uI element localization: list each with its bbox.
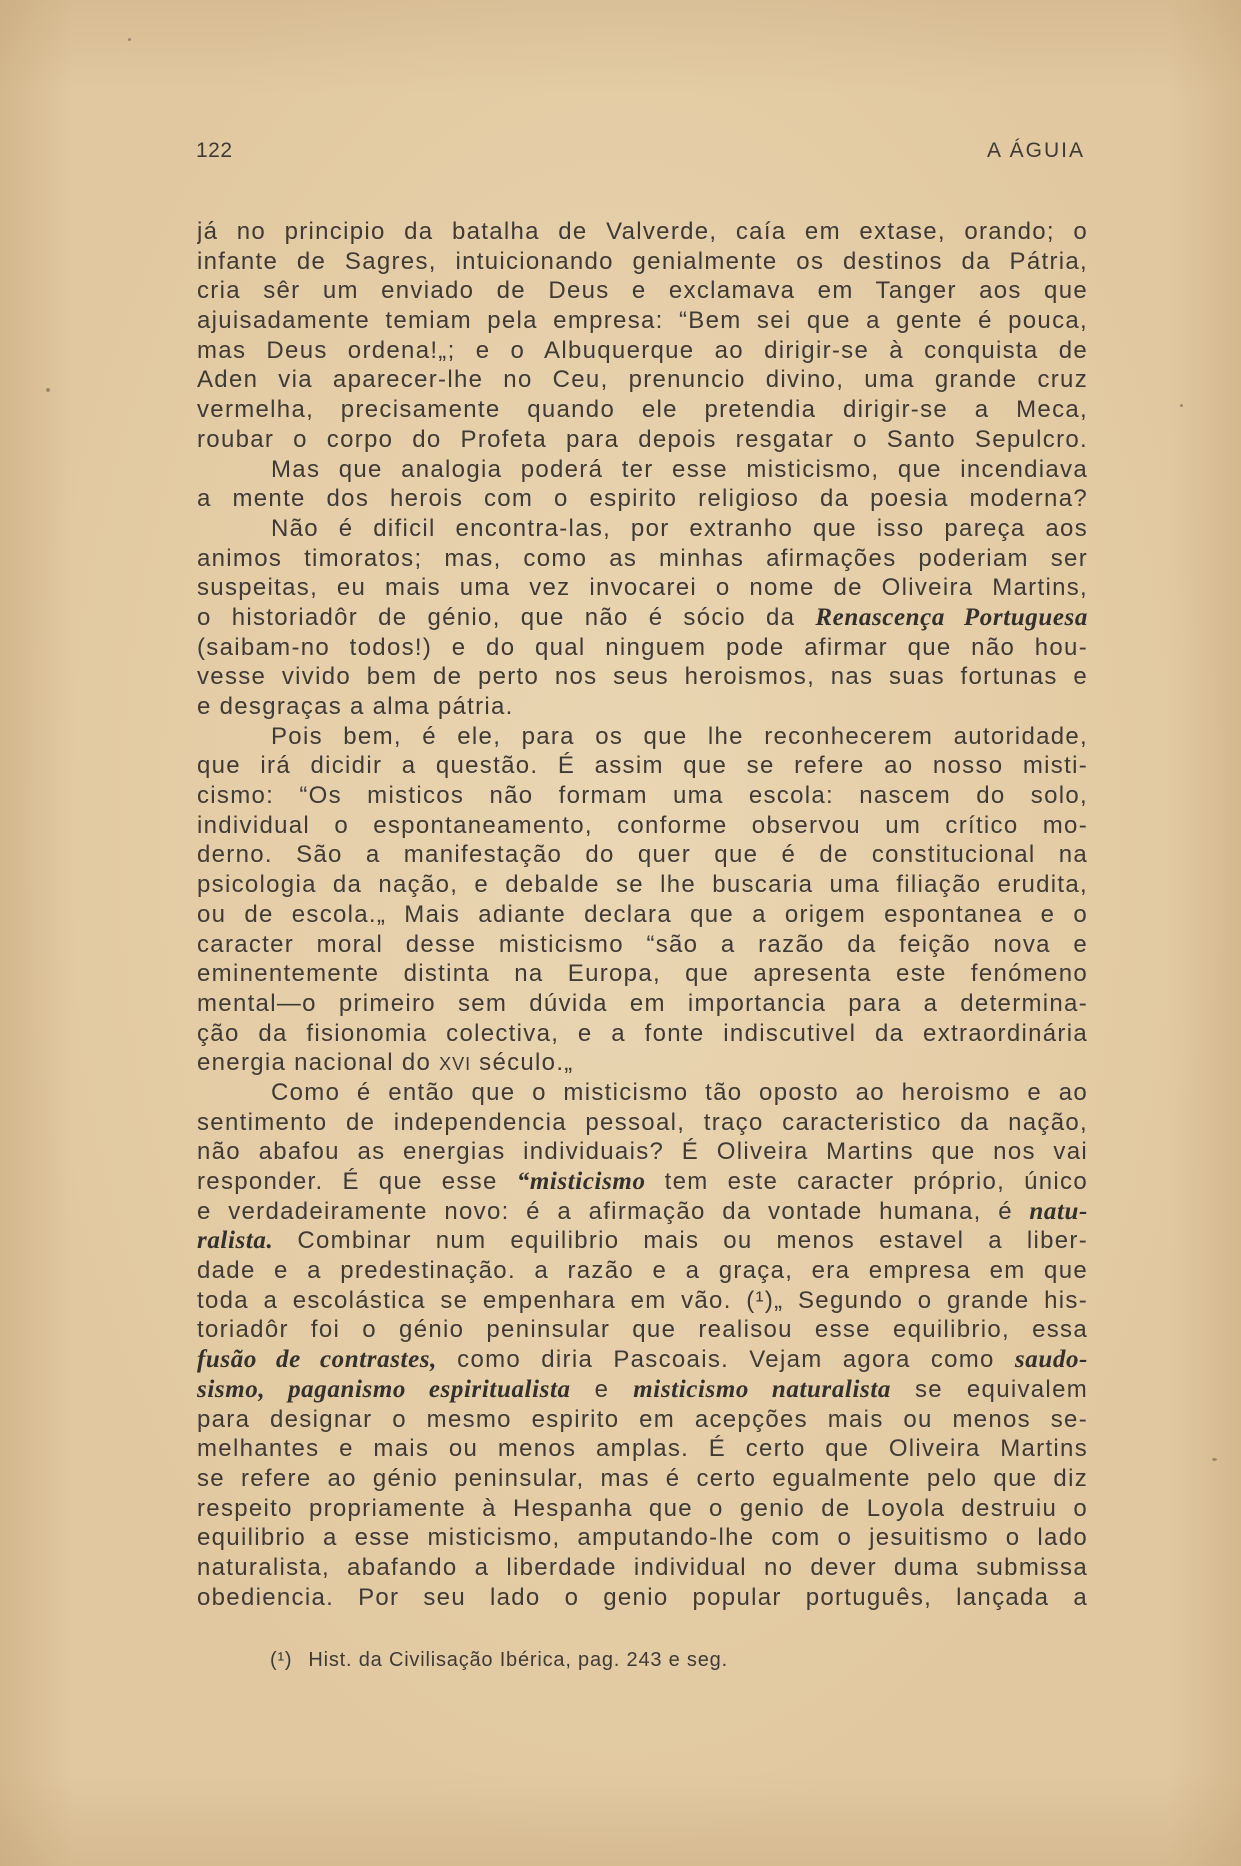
text-line	[197, 395, 1088, 425]
text-line	[197, 1464, 1088, 1494]
journal-title: A ÁGUIA	[986, 139, 1085, 162]
text-line	[197, 840, 1088, 870]
text-run: mas Deus ordena!„; e o Albuquerque ao dirigir-se à conquista de	[197, 336, 1088, 364]
text-run: responder. É que esse	[197, 1168, 517, 1195]
text-run: vesse vivido bem de perto nos seus heroismos, nas suas fortunas e	[197, 663, 1088, 691]
text-run: tem este caracter próprio, único	[645, 1168, 1088, 1195]
text-run: Pois bem, é ele, para os que lhe reconhecerem autoridade,	[271, 722, 1088, 750]
text-run: caracter moral desse misticismo “são a razão da feição nova e	[197, 930, 1088, 958]
text-line	[197, 1286, 1088, 1316]
small-caps-text: XVI	[439, 1054, 472, 1075]
text-run: século.„	[471, 1049, 574, 1077]
text-line	[197, 1078, 1088, 1108]
text-run: que irá dicidir a questão. É assim que se refere ao nosso misti-	[197, 752, 1088, 780]
text-run: mental—o primeiro sem dúvida em importancia para a determina-	[197, 989, 1088, 1017]
footnote	[270, 1646, 728, 1674]
text-run: cismo: “Os misticos não formam uma escola: nascem do solo,	[197, 782, 1088, 810]
text-line	[197, 336, 1088, 366]
italic-text: misticismo naturalista	[633, 1375, 891, 1403]
text-line	[197, 425, 1088, 455]
text-line	[197, 603, 1088, 633]
text-line	[197, 573, 1088, 603]
text-run: animos timoratos; mas, como as minhas afirmações poderiam ser	[197, 544, 1088, 572]
text-run: o historiadôr de génio, que não é sócio da	[197, 603, 816, 631]
paper-speck	[128, 38, 131, 41]
text-run: vermelha, precisamente quando ele pretendia dirigir-se a Meca,	[197, 396, 1088, 424]
text-line	[197, 1553, 1088, 1583]
text-run: suspeitas, eu mais uma vez invocarei o nome de Oliveira Martins,	[197, 574, 1088, 602]
text-line	[197, 633, 1088, 663]
text-run: respeito propriamente à Hespanha que o genio de Loyola destruiu o	[197, 1494, 1088, 1522]
text-line	[197, 1019, 1088, 1049]
text-run: melhantes e mais ou menos amplas. É certo que Oliveira Martins	[197, 1435, 1088, 1463]
italic-text: sismo, paganismo espiritualista	[197, 1375, 571, 1403]
text-line	[197, 1405, 1088, 1435]
text-run: ou de escola.„ Mais adiante declara que a origem espontanea e o	[197, 900, 1088, 928]
text-run: Mas que analogia poderá ter esse misticismo, que incendiava	[271, 455, 1088, 483]
text-run: infante de Sagres, intuicionando genialmente os destinos da Pátria,	[197, 247, 1088, 275]
text-line	[197, 1375, 1088, 1405]
paper-speck	[1180, 404, 1183, 407]
text-run: não abafou as energias individuais? É Oliveira Martins que nos vai	[197, 1138, 1088, 1166]
paragraph	[197, 1078, 1088, 1612]
text-run: Combinar num equilibrio mais ou menos estavel a liber-	[273, 1227, 1088, 1255]
text-line	[197, 1048, 1088, 1078]
paper-speck	[1212, 1458, 1217, 1461]
text-line	[197, 365, 1088, 395]
text-line	[197, 959, 1088, 989]
text-line	[197, 1197, 1088, 1227]
text-run: dade e a predestinação. a razão e a graça, era empresa em que	[197, 1257, 1088, 1285]
text-line	[197, 811, 1088, 841]
text-run: toda a escolástica se empenhara em vão. (¹)„ Segundo o grande his-	[197, 1286, 1088, 1314]
italic-text: fusão de contrastes,	[197, 1346, 437, 1374]
text-run: se equivalem	[891, 1375, 1088, 1403]
text-run: e verdadeiramente novo: é a afirmação da vontade humana, é	[197, 1197, 1030, 1225]
footnote-marker: (¹)	[270, 1649, 293, 1671]
text-line	[197, 1137, 1088, 1167]
italic-text: Renascença Portuguesa	[815, 603, 1088, 631]
text-run: Não é dificil encontra-las, por extranho que isso pareça aos	[271, 514, 1088, 542]
text-line	[197, 1108, 1088, 1138]
text-run: sentimento de independencia pessoal, traço caracteristico da nação,	[197, 1108, 1088, 1136]
running-head	[196, 137, 1085, 165]
page-number: 122	[196, 139, 233, 162]
text-run: e desgraças a alma pátria.	[197, 693, 514, 720]
text-run: ção da fisionomia colectiva, e a fonte indiscutivel da extraordinária	[197, 1019, 1088, 1047]
text-run: eminentemente distinta na Europa, que apresenta este fenómeno	[197, 960, 1088, 988]
text-line	[197, 1345, 1088, 1375]
text-run: equilibrio a esse misticismo, amputando-lhe com o jesuitismo o lado	[197, 1524, 1088, 1552]
italic-text: ralista.	[197, 1227, 274, 1255]
paragraph	[197, 514, 1088, 722]
text-run: naturalista, abafando a liberdade individual no dever duma submissa	[197, 1553, 1088, 1581]
text-run: Como é então que o misticismo tão oposto ao heroismo e ao	[271, 1078, 1088, 1106]
text-run: derno. São a manifestação do quer que é de constitucional na	[197, 841, 1088, 869]
italic-text: natu-	[1029, 1197, 1088, 1225]
text-line	[197, 455, 1088, 485]
text-run: como diria Pascoais. Vejam agora como	[436, 1346, 1015, 1374]
text-line	[197, 781, 1088, 811]
footnote-text: Hist. da Civilisação Ibérica, pag. 243 e seg.	[308, 1649, 728, 1671]
text-run: cria sêr um enviado de Deus e exclamava em Tanger aos que	[197, 277, 1088, 305]
text-run: toriadôr foi o génio peninsular que realisou esse equilibrio, essa	[197, 1316, 1088, 1344]
paragraph	[197, 217, 1088, 455]
text-run: psicologia da nação, e debalde se lhe buscaria uma filiação erudita,	[197, 871, 1088, 899]
text-line	[197, 217, 1088, 247]
text-line	[197, 484, 1088, 514]
text-line	[197, 900, 1088, 930]
text-line	[197, 1167, 1088, 1197]
text-run: para designar o mesmo espirito em acepções mais ou menos se-	[197, 1405, 1088, 1433]
text-line	[197, 1494, 1088, 1524]
paragraph	[197, 722, 1088, 1078]
text-line	[197, 1434, 1088, 1464]
text-run: obediencia. Por seu lado o genio popular português, lançada a	[197, 1583, 1088, 1611]
text-run: se refere ao génio peninsular, mas é certo egualmente pelo que diz	[197, 1464, 1088, 1492]
text-line	[197, 1523, 1088, 1553]
text-line	[197, 722, 1088, 752]
text-run: energia nacional do	[197, 1049, 440, 1077]
text-line	[197, 276, 1088, 306]
text-line	[197, 692, 1088, 722]
paper-speck	[46, 388, 50, 392]
text-line	[197, 1315, 1088, 1345]
text-run: (saibam-no todos!) e do qual ninguem pode afirmar que não hou-	[197, 633, 1088, 661]
text-line	[197, 870, 1088, 900]
text-line	[197, 662, 1088, 692]
text-run: roubar o corpo do Profeta para depois resgatar o Santo Sepulcro.	[197, 425, 1088, 453]
text-line	[197, 247, 1088, 277]
body-text	[197, 217, 1088, 1612]
text-run: e	[570, 1375, 634, 1403]
paragraph	[197, 455, 1088, 514]
text-line	[197, 989, 1088, 1019]
italic-text: “misticismo	[516, 1168, 646, 1195]
text-line	[197, 930, 1088, 960]
text-line	[197, 544, 1088, 574]
text-run: já no principio da batalha de Valverde, caía em extase, orando; o	[197, 218, 1088, 245]
text-line	[197, 1583, 1088, 1613]
text-line	[197, 306, 1088, 336]
text-run: a mente dos herois com o espirito religioso da poesia moderna?	[197, 485, 1088, 513]
text-run: Aden via aparecer-lhe no Ceu, prenuncio divino, uma grande cruz	[197, 366, 1088, 394]
text-line	[197, 751, 1088, 781]
text-line	[197, 1226, 1088, 1256]
italic-text: saudo-	[1014, 1346, 1088, 1374]
text-run: individual o espontaneamento, conforme observou um crítico mo-	[197, 811, 1088, 839]
text-run: ajuisadamente temiam pela empresa: “Bem sei que a gente é pouca,	[197, 307, 1088, 335]
text-line	[197, 1256, 1088, 1286]
text-line	[197, 514, 1088, 544]
